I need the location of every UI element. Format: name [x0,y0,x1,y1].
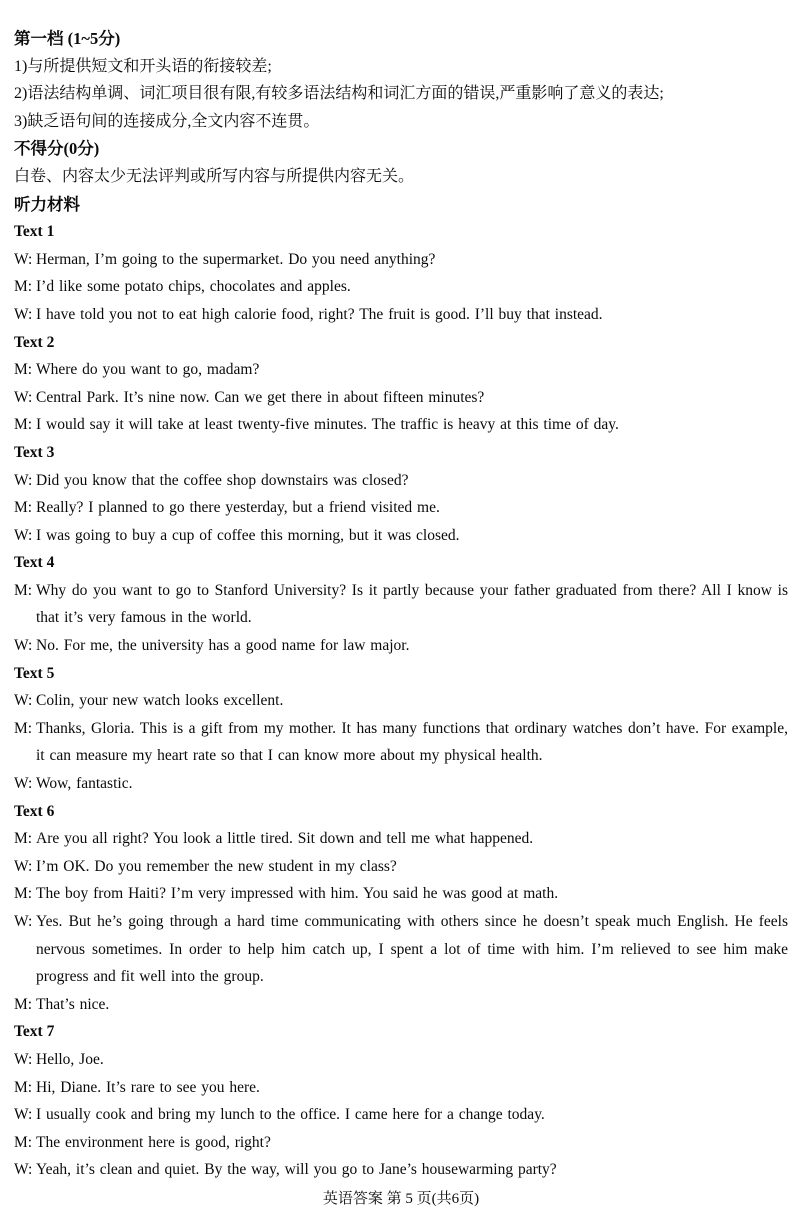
utterance-text: The boy from Haiti? I’m very impressed with him. You said he was good at math. [36,885,559,903]
speaker-label: M: [14,1078,33,1096]
listening-transcripts [14,218,788,1184]
transcript-label: Text 1 [14,223,55,241]
transcript-label: Text 5 [14,664,55,682]
utterance-text: That’s nice. [36,995,110,1013]
transcript-text-3 [14,439,788,549]
utterance-text: I usually cook and bring my lunch to the office. I came here for a change today. [36,1106,545,1124]
dialogue-line [14,715,788,770]
speaker-label: M: [14,719,33,737]
dialogue-line [14,880,788,908]
dialogue-line [14,494,788,522]
speaker-label: W: [14,775,33,793]
dialogue-line [14,356,788,384]
criterion-item-1: 1)与所提供短文和开头语的衔接较差; [14,57,272,75]
transcript-label: Text 2 [14,333,55,351]
speaker-label: W: [14,471,33,489]
speaker-label: W: [14,388,33,406]
criterion-item-3: 3)缺乏语句间的连接成分,全文内容不连贯。 [14,112,320,130]
speaker-label: W: [14,637,33,655]
speaker-label: W: [14,1161,33,1179]
dialogue-line [14,825,788,853]
transcript-text-4 [14,549,788,659]
transcript-label: Text 3 [14,443,55,461]
dialogue-line [14,467,788,495]
speaker-label: M: [14,995,33,1013]
dialogue-line [14,770,788,798]
tier-one-heading: 第一档 (1~5分) [14,29,121,48]
dialogue-line [14,1074,788,1102]
speaker-label: M: [14,1133,33,1151]
utterance-text: The environment here is good, right? [36,1133,271,1151]
utterance-text: Did you know that the coffee shop downstairs was closed? [36,471,409,489]
no-score-description: 白卷、内容太少无法评判或所写内容与所提供内容无关。 [14,167,415,185]
utterance-text: Where do you want to go, madam? [36,361,260,379]
transcript-label: Text 6 [14,802,55,820]
utterance-text: Yeah, it’s clean and quiet. By the way, will you go to Jane’s housewarming party? [36,1161,557,1179]
page-footer: 英语答案 第 5 页(共6页) [322,1190,480,1207]
transcript-text-5 [14,660,788,798]
utterance-text: Wow, fantastic. [36,775,133,793]
speaker-label: W: [14,305,33,323]
speaker-label: M: [14,361,33,379]
dialogue-line [14,1046,788,1074]
utterance-text: Why do you want to go to Stanford University? Is it partly because your father graduated from there? All I know is that it’s very famous in the world. [36,581,788,627]
utterance-text: Central Park. It’s nine now. Can we get there in about fifteen minutes? [36,388,485,406]
utterance-text: I’m OK. Do you remember the new student in my class? [36,857,397,875]
speaker-label: M: [14,581,33,599]
dialogue-line [14,301,788,329]
transcript-label: Text 7 [14,1023,55,1041]
dialogue-line [14,687,788,715]
dialogue-line [14,632,788,660]
utterance-text: I’d like some potato chips, chocolates and apples. [36,278,351,296]
transcript-text-7 [14,1018,788,1184]
speaker-label: M: [14,278,33,296]
transcript-label: Text 4 [14,554,55,572]
transcript-text-2 [14,329,788,439]
utterance-text: Colin, your new watch looks excellent. [36,692,284,710]
dialogue-line [14,1101,788,1129]
speaker-label: M: [14,499,33,517]
speaker-label: M: [14,416,33,434]
speaker-label: M: [14,830,33,848]
dialogue-line [14,853,788,881]
utterance-text: Are you all right? You look a little tired. Sit down and tell me what happened. [36,830,534,848]
utterance-text: Hi, Diane. It’s rare to see you here. [36,1078,260,1096]
utterance-text: No. For me, the university has a good name for law major. [36,637,410,655]
utterance-text: Thanks, Gloria. This is a gift from my mother. It has many functions that ordinary watches don’t have. For example, it can measure my heart rate so that I can know more about my physical health. [36,719,788,765]
dialogue-line [14,1129,788,1157]
utterance-text: Hello, Joe. [36,1050,104,1068]
utterance-text: I have told you not to eat high calorie food, right? The fruit is good. I’ll buy that instead. [36,305,603,323]
speaker-label: W: [14,526,33,544]
utterance-text: Really? I planned to go there yesterday, but a friend visited me. [36,499,440,517]
speaker-label: M: [14,885,33,903]
dialogue-line [14,1156,788,1184]
dialogue-line [14,246,788,274]
dialogue-line [14,522,788,550]
utterance-text: Herman, I’m going to the supermarket. Do you need anything? [36,250,436,268]
dialogue-line [14,273,788,301]
listening-materials-heading: 听力材料 [14,194,80,214]
speaker-label: W: [14,1106,33,1124]
speaker-label: W: [14,1050,33,1068]
speaker-label: W: [14,857,33,875]
no-score-heading: 不得分(0分) [14,139,100,159]
dialogue-line [14,384,788,412]
dialogue-line [14,908,788,991]
speaker-label: W: [14,250,33,268]
utterance-text: Yes. But he’s going through a hard time communicating with others since he doesn’t speak much English. He feels nervous sometimes. In order to help him catch up, I spent a lot of time with him. I’m relieved to see him make progress and fit well into the group. [36,913,788,986]
dialogue-line [14,411,788,439]
dialogue-line [14,991,788,1019]
speaker-label: W: [14,692,33,710]
dialogue-line [14,577,788,632]
transcript-text-1 [14,218,788,328]
utterance-text: I was going to buy a cup of coffee this morning, but it was closed. [36,526,460,544]
transcript-text-6 [14,798,788,1019]
utterance-text: I would say it will take at least twenty-five minutes. The traffic is heavy at this time of day. [36,416,619,434]
speaker-label: W: [14,913,33,930]
criterion-item-2: 2)语法结构单调、词汇项目很有限,有较多语法结构和词汇方面的错误,严重影响了意义的表达; [14,85,664,103]
